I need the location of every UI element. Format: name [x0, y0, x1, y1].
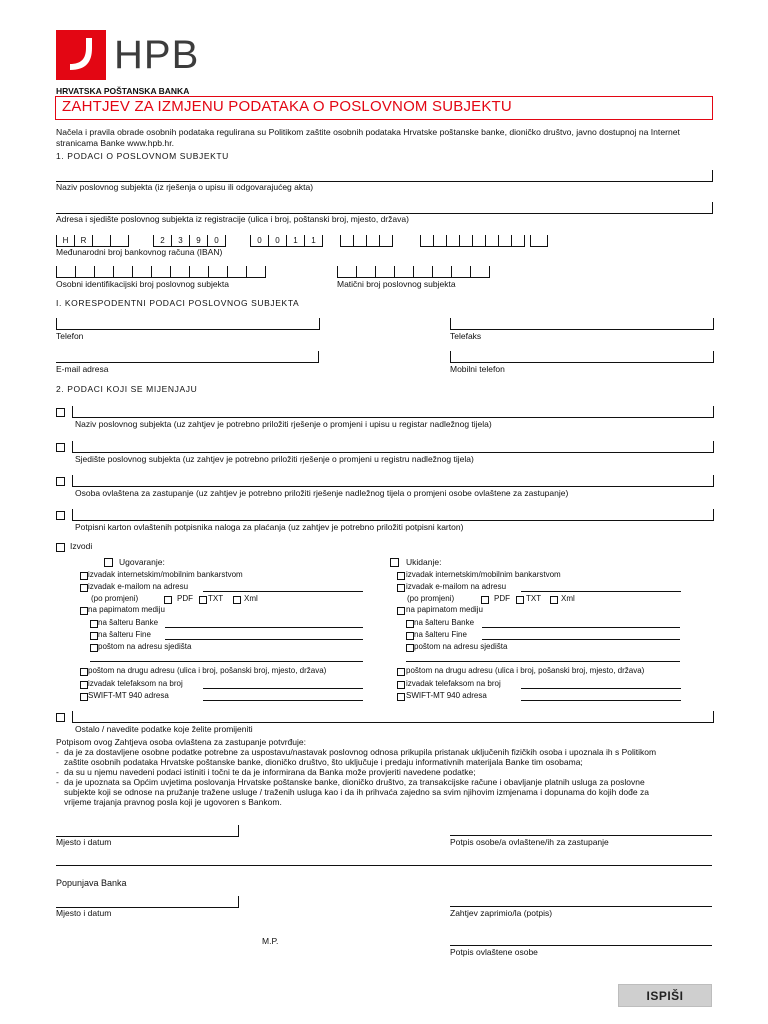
- mobile-label: Mobilni telefon: [450, 364, 505, 374]
- cancel-email-label: izvadak e-mailom na adresu: [406, 582, 507, 591]
- declaration-dash-1: -: [56, 747, 59, 757]
- cancel-internet-checkbox[interactable]: [397, 572, 405, 580]
- contract-counter-bank-checkbox[interactable]: [90, 620, 98, 628]
- received-by-field[interactable]: [450, 906, 712, 907]
- cancel-fax-label: izvadak telefaksom na broj: [406, 679, 501, 688]
- bank-name: HRVATSKA POŠTANSKA BANKA: [56, 86, 190, 96]
- iban-group-5[interactable]: [420, 235, 473, 247]
- contract-post-seat-checkbox[interactable]: [90, 644, 98, 652]
- change-person-checkbox[interactable]: [56, 477, 65, 486]
- place-date-label: Mjesto i datum: [56, 837, 112, 847]
- email-label: E-mail adresa: [56, 364, 109, 374]
- oib-field[interactable]: [56, 266, 266, 278]
- cancel-xml-checkbox[interactable]: [550, 596, 558, 604]
- contract-counter-bank-field[interactable]: [165, 627, 363, 628]
- contract-swift-checkbox[interactable]: [80, 693, 88, 701]
- contract-counter-fine-checkbox[interactable]: [90, 632, 98, 640]
- contract-internet-checkbox[interactable]: [80, 572, 88, 580]
- iban-group-3[interactable]: [250, 235, 323, 247]
- rep-signature-field[interactable]: [450, 835, 712, 836]
- cancel-post-seat-checkbox[interactable]: [406, 644, 414, 652]
- contract-pdf-checkbox[interactable]: [164, 596, 172, 604]
- change-name-label: Naziv poslovnog subjekta (uz zahtjev je potrebno priložiti rješenje o promjeni i upisu u registar nadležnog tijela): [75, 419, 492, 429]
- contract-paper-checkbox[interactable]: [80, 607, 88, 615]
- contract-fax-label: izvadak telefaksom na broj: [88, 679, 183, 688]
- contract-counter-fine-field[interactable]: [165, 639, 363, 640]
- change-seat-field[interactable]: [72, 441, 714, 453]
- change-card-field[interactable]: [72, 509, 714, 521]
- stamp-label: M.P.: [262, 936, 279, 946]
- iban-digit: 1: [304, 235, 323, 246]
- fax-label: Telefaks: [450, 331, 482, 341]
- cancel-swift-label: SWIFT-MT 940 adresa: [406, 691, 487, 700]
- iban-digit: 0: [250, 235, 268, 246]
- intro-text-line1: Načela i pravila obrade osobnih podataka regulirana su Politikom zaštite osobnih podataka Hrvatske poštanske banke, dioničko društvo, javno dostupnoj na Internet: [56, 127, 680, 137]
- declaration-bullet-3a: da je upoznata sa Općim uvjetima poslovanja Hrvatske poštanske banke, dioničko društvo, za transakcijske račune i obavljanje platnih usluga za poslovne: [64, 777, 645, 787]
- iban-group-6[interactable]: [472, 235, 525, 247]
- phone-label: Telefon: [56, 331, 84, 341]
- contract-pdf-label: PDF: [177, 594, 193, 603]
- cancelling-label: Ukidanje:: [406, 557, 442, 567]
- cancel-swift-checkbox[interactable]: [397, 693, 405, 701]
- bank-place-date-field[interactable]: [56, 896, 239, 908]
- cancel-txt-label: TXT: [526, 594, 542, 603]
- change-seat-checkbox[interactable]: [56, 443, 65, 452]
- auth-signature-field[interactable]: [450, 945, 712, 946]
- change-person-field[interactable]: [72, 475, 714, 487]
- declaration-bullet-1b: zaštite osobnih podataka Hrvatske poštanske banke, dioničko društvo, što uključuje i predaju informativnih materijala Banke tim osobama;: [64, 757, 583, 767]
- section2-heading: 2. PODACI KOJI SE MIJENJAJU: [56, 384, 198, 394]
- statements-label: Izvodi: [70, 541, 93, 551]
- contract-post-seat-field[interactable]: [90, 661, 363, 662]
- cancel-counter-bank-field[interactable]: [482, 627, 680, 628]
- declaration-dash-3: -: [56, 777, 59, 787]
- cancel-post-seat-label: poštom na adresu sjedišta: [414, 642, 508, 651]
- declaration-intro: Potpisom ovog Zahtjeva osoba ovlaštena za zastupanje potvrđuje:: [56, 737, 306, 747]
- oib-label: Osobni identifikacijski broj poslovnog subjekta: [56, 279, 229, 289]
- iban-digit: 3: [171, 235, 189, 246]
- section1-heading: 1. PODACI O POSLOVNOM SUBJEKTU: [56, 151, 229, 161]
- iban-group-1[interactable]: [56, 235, 129, 247]
- cancel-email-field[interactable]: [521, 591, 681, 592]
- change-card-label: Potpisni karton ovlaštenih potpisnika naloga za plaćanja (uz zahtjev je potrebno priložiti potpisni karton): [75, 522, 464, 532]
- cancel-paper-checkbox[interactable]: [397, 607, 405, 615]
- declaration-bullet-3b: subjekte koji se odnose na pružanje tražene usluge / traženih usluga kao i da ih prihvaća zajedno sa svim njihovim izmjenama i dopunama do kojih dođe za: [64, 787, 649, 797]
- cancel-fax-checkbox[interactable]: [397, 681, 405, 689]
- change-card-checkbox[interactable]: [56, 511, 65, 520]
- contract-post-other-checkbox[interactable]: [80, 668, 88, 676]
- cancel-pdf-label: PDF: [494, 594, 510, 603]
- iban-digit: [92, 235, 110, 246]
- iban-digit: 0: [207, 235, 226, 246]
- contract-paper-label: na papirnatom mediju: [88, 605, 165, 614]
- declaration-bullet-1a: da je za dostavljene osobne podatke potrebne za uspostavu/nastavak poslovnog odnosa prikupila pristanak uključenih fizičkih osoba i upoznala ih s Politikom: [64, 747, 657, 757]
- cancel-on-change-label: (po promjeni): [407, 594, 455, 603]
- cancel-xml-label: Xml: [561, 594, 575, 603]
- cancel-counter-bank-label: na šalteru Banke: [414, 618, 475, 627]
- contract-swift-label: SWIFT-MT 940 adresa: [88, 691, 169, 700]
- phone-field[interactable]: [56, 318, 320, 330]
- iban-digit: [110, 235, 129, 246]
- contact-heading: I. KORESPODENTNI PODACI POSLOVNOG SUBJEKTA: [56, 298, 300, 308]
- cancel-email-checkbox[interactable]: [397, 584, 405, 592]
- contract-fax-checkbox[interactable]: [80, 681, 88, 689]
- declaration-bullet-2: da su u njemu navedeni podaci istiniti i točni te da je informirana da Banka može provjeriti navedene podatke;: [64, 767, 476, 777]
- cancel-fax-field[interactable]: [521, 688, 681, 689]
- email-field[interactable]: [56, 351, 319, 363]
- iban-group-7[interactable]: [530, 235, 548, 247]
- cancel-post-other-checkbox[interactable]: [397, 668, 405, 676]
- contract-email-checkbox[interactable]: [80, 584, 88, 592]
- cancel-counter-fine-label: na šalteru Fine: [414, 630, 467, 639]
- change-name-checkbox[interactable]: [56, 408, 65, 417]
- iban-digit: H: [56, 235, 74, 246]
- contracting-checkbox[interactable]: [104, 558, 113, 567]
- cancel-txt-checkbox[interactable]: [516, 596, 524, 604]
- other-checkbox[interactable]: [56, 713, 65, 722]
- place-date-field[interactable]: [56, 825, 239, 837]
- contract-post-other-label: poštom na drugu adresu (ulica i broj, pošanski broj, mjesto, država): [88, 666, 327, 675]
- iban-label: Međunarodni broj bankovnog računa (IBAN): [56, 247, 223, 257]
- mobile-field[interactable]: [450, 351, 714, 363]
- change-person-label: Osoba ovlaštena za zastupanje (uz zahtjev je potrebno priložiti rješenje nadležnog tijela o promjeni osobe ovlaštene za zastupanje): [75, 488, 569, 498]
- cancel-post-seat-field[interactable]: [406, 661, 680, 662]
- business-name-label: Naziv poslovnog subjekta (iz rješenja o upisu ili odgovarajućeg akta): [56, 182, 314, 192]
- mb-label: Matični broj poslovnog subjekta: [337, 279, 456, 289]
- rep-signature-label: Potpis osobe/a ovlaštene/ih za zastupanje: [450, 837, 609, 847]
- form-title: ZAHTJEV ZA IZMJENU PODATAKA O POSLOVNOM SUBJEKTU: [62, 98, 512, 115]
- fax-field[interactable]: [450, 318, 714, 330]
- contract-txt-checkbox[interactable]: [199, 596, 207, 604]
- intro-text-line2: stranicama Banke www.hpb.hr.: [56, 138, 174, 148]
- change-name-field[interactable]: [72, 406, 714, 418]
- hpb-logo-mark: [56, 30, 106, 80]
- cancel-pdf-checkbox[interactable]: [481, 596, 489, 604]
- business-address-field[interactable]: [56, 202, 713, 214]
- print-button[interactable]: [618, 984, 712, 1007]
- change-seat-label: Sjedište poslovnog subjekta (uz zahtjev je potrebno priložiti rješenje o promjeni u registru nadležnog tijela): [75, 454, 474, 464]
- declaration-dash-2: -: [56, 767, 59, 777]
- contract-swift-field[interactable]: [203, 700, 363, 701]
- cancel-paper-label: na papirnatom mediju: [406, 605, 483, 614]
- bank-place-date-label: Mjesto i datum: [56, 908, 112, 918]
- contract-xml-label: Xml: [244, 594, 258, 603]
- contracting-label: Ugovaranje:: [119, 557, 165, 567]
- hpb-logo: [56, 30, 216, 84]
- business-name-field[interactable]: [56, 170, 713, 182]
- bank-fill-label: Popunjava Banka: [56, 878, 127, 888]
- print-button-label: ISPIŠI: [646, 988, 684, 1003]
- contract-email-label: izvadak e-mailom na adresu: [88, 582, 189, 591]
- cancel-post-other-label: poštom na drugu adresu (ulica i broj, pošanski broj, mjesto, država): [406, 666, 645, 675]
- contract-fax-field[interactable]: [203, 688, 363, 689]
- contract-post-seat-label: poštom na adresu sjedišta: [98, 642, 192, 651]
- contract-counter-bank-label: na šalteru Banke: [98, 618, 159, 627]
- cancel-internet-label: izvadak internetskim/mobilnim bankarstvom: [406, 570, 561, 579]
- contract-on-change-label: (po promjeni): [91, 594, 139, 603]
- cancel-counter-fine-checkbox[interactable]: [406, 632, 414, 640]
- other-label: Ostalo / navedite podatke koje želite promijeniti: [75, 724, 253, 734]
- contract-counter-fine-label: na šalteru Fine: [98, 630, 151, 639]
- cancel-counter-fine-field[interactable]: [482, 639, 680, 640]
- declaration-bullet-3c: vrijeme trajanja pravnog posla koji je ugovoren s Bankom.: [64, 797, 282, 807]
- iban-digit: 9: [189, 235, 207, 246]
- bank-section-divider: [56, 865, 712, 866]
- business-address-label: Adresa i sjedište poslovnog subjekta iz registracije (ulica i broj, poštanski broj, mjesto, država): [56, 214, 409, 224]
- mb-field[interactable]: [337, 266, 490, 278]
- statements-checkbox[interactable]: [56, 543, 65, 552]
- contract-internet-label: izvadak internetskim/mobilnim bankarstvom: [88, 570, 243, 579]
- cancel-swift-field[interactable]: [521, 700, 681, 701]
- cancel-counter-bank-checkbox[interactable]: [406, 620, 414, 628]
- received-by-label: Zahtjev zaprimio/la (potpis): [450, 908, 553, 918]
- contract-email-field[interactable]: [203, 591, 363, 592]
- contract-xml-checkbox[interactable]: [233, 596, 241, 604]
- iban-digit: R: [74, 235, 92, 246]
- iban-group-4[interactable]: [340, 235, 393, 247]
- auth-signature-label: Potpis ovlaštene osobe: [450, 947, 538, 957]
- iban-digit: 2: [153, 235, 171, 246]
- iban-digit: 1: [286, 235, 304, 246]
- other-field[interactable]: [72, 711, 714, 723]
- iban-group-2[interactable]: [153, 235, 226, 247]
- cancelling-checkbox[interactable]: [390, 558, 399, 567]
- brand-wordmark: HPB: [114, 33, 200, 77]
- iban-digit: 0: [268, 235, 286, 246]
- contract-txt-label: TXT: [208, 594, 224, 603]
